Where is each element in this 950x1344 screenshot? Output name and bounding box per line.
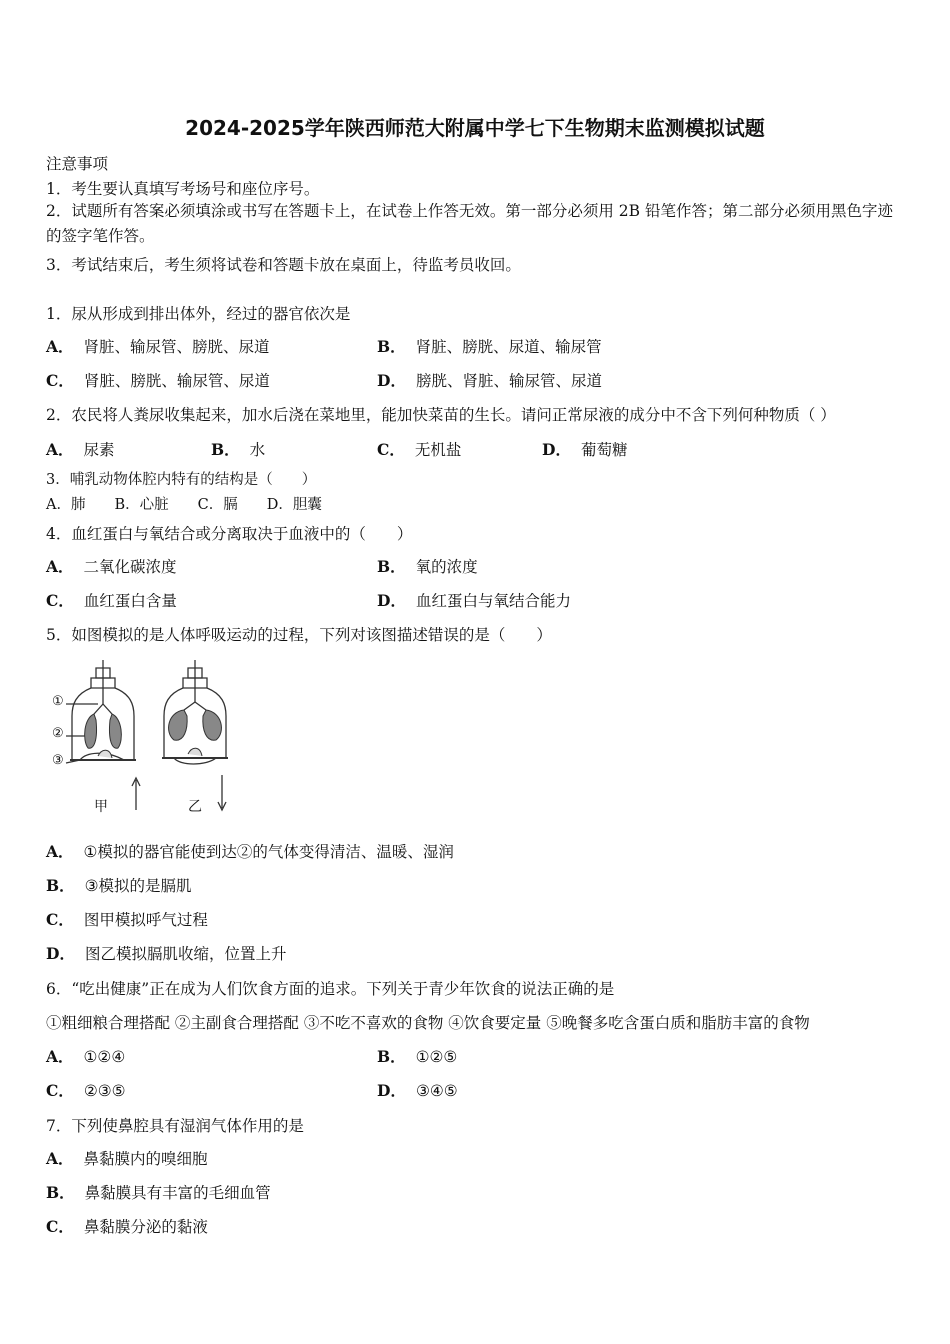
question-6-substem: ①粗细粮合理搭配 ②主副食合理搭配 ③不吃不喜欢的食物 ④饮食要定量 ⑤晚餐多吃含蛋白质和脂肪丰富的食物 — [46, 1014, 810, 1032]
question-1-option-b: B． 肾脏、膀胱、尿道、输尿管 — [377, 337, 602, 356]
question-3-options: A．肺 B．心脏 C．膈 D．胆囊 — [46, 497, 322, 513]
page-title: 2024-2025学年陕西师范大附属中学七下生物期末监测模拟试题 — [185, 116, 765, 140]
question-4-option-a: A． 二氧化碳浓度 — [46, 557, 177, 576]
notice-item-1: 1．考生要认真填写考场号和座位序号。 — [46, 180, 320, 198]
question-7-stem: 7．下列使鼻腔具有湿润气体作用的是 — [46, 1117, 304, 1135]
question-1-option-c: C． 肾脏、膀胱、输尿管、尿道 — [46, 371, 270, 390]
question-4-option-c: C． 血红蛋白含量 — [46, 591, 177, 610]
notice-heading: 注意事项 — [46, 155, 109, 173]
question-7-option-a: A． 鼻黏膜内的嗅细胞 — [46, 1149, 208, 1168]
question-2-option-a: A． 尿素 — [46, 440, 115, 459]
question-5-option-b: B． ③模拟的是膈肌 — [46, 876, 192, 895]
question-2-option-d: D． 葡萄糖 — [542, 440, 628, 459]
question-2-option-b: B． 水 — [211, 440, 266, 459]
question-4-option-b: B． 氧的浓度 — [377, 557, 478, 576]
question-7-option-c: C． 鼻黏膜分泌的黏液 — [46, 1217, 208, 1236]
question-7-option-b: B． 鼻黏膜具有丰富的毛细血管 — [46, 1183, 271, 1202]
question-5-option-c: C． 图甲模拟呼气过程 — [46, 910, 208, 929]
question-6-option-c: C． ②③⑤ — [46, 1081, 126, 1100]
figure-label-3: ③ — [52, 753, 64, 768]
question-6-option-d: D． ③④⑤ — [377, 1081, 458, 1100]
question-5-option-d: D． 图乙模拟膈肌收缩，位置上升 — [46, 944, 287, 963]
question-2-option-c: C． 无机盐 — [377, 440, 462, 459]
figure-label-2: ② — [52, 726, 64, 741]
question-1-option-a: A． 肾脏、输尿管、膀胱、尿道 — [46, 337, 270, 356]
question-3-stem: 3．哺乳动物体腔内特有的结构是（ ） — [46, 472, 317, 488]
question-6-option-a: A． ①②④ — [46, 1047, 126, 1066]
question-1-option-d: D． 膀胱、肾脏、输尿管、尿道 — [377, 371, 602, 390]
question-5-option-a: A． ①模拟的器官能使到达②的气体变得清洁、温暖、湿润 — [46, 842, 454, 861]
breathing-model-figure — [46, 660, 246, 820]
figure-caption-yi: 乙 — [188, 799, 202, 815]
notice-item-2: 2．试题所有答案必须填涂或书写在答题卡上，在试卷上作答无效。第一部分必须用 2B 铅笔作答；第二部分必须用黑色字迹的签字笔作答。 — [46, 202, 893, 245]
question-6-stem: 6．“吃出健康”正在成为人们饮食方面的追求。下列关于青少年饮食的说法正确的是 — [46, 980, 615, 998]
question-5-stem: 5．如图模拟的是人体呼吸运动的过程，下列对该图描述错误的是（ ） — [46, 626, 552, 644]
question-4-stem: 4．血红蛋白与氧结合或分离取决于血液中的（ ） — [46, 525, 413, 543]
figure-label-1: ① — [52, 694, 64, 709]
notice-item-3: 3．考试结束后，考生须将试卷和答题卡放在桌面上，待监考员收回。 — [46, 256, 521, 274]
question-2-stem: 2．农民将人粪尿收集起来，加水后浇在菜地里，能加快菜苗的生长。请问正常尿液的成分中不含下列何种物质（ ） — [46, 406, 836, 424]
question-6-option-b: B． ①②⑤ — [377, 1047, 458, 1066]
question-4-option-d: D． 血红蛋白与氧结合能力 — [377, 591, 571, 610]
question-1-stem: 1．尿从形成到排出体外，经过的器官依次是 — [46, 305, 351, 323]
figure-caption-jia: 甲 — [94, 799, 108, 815]
